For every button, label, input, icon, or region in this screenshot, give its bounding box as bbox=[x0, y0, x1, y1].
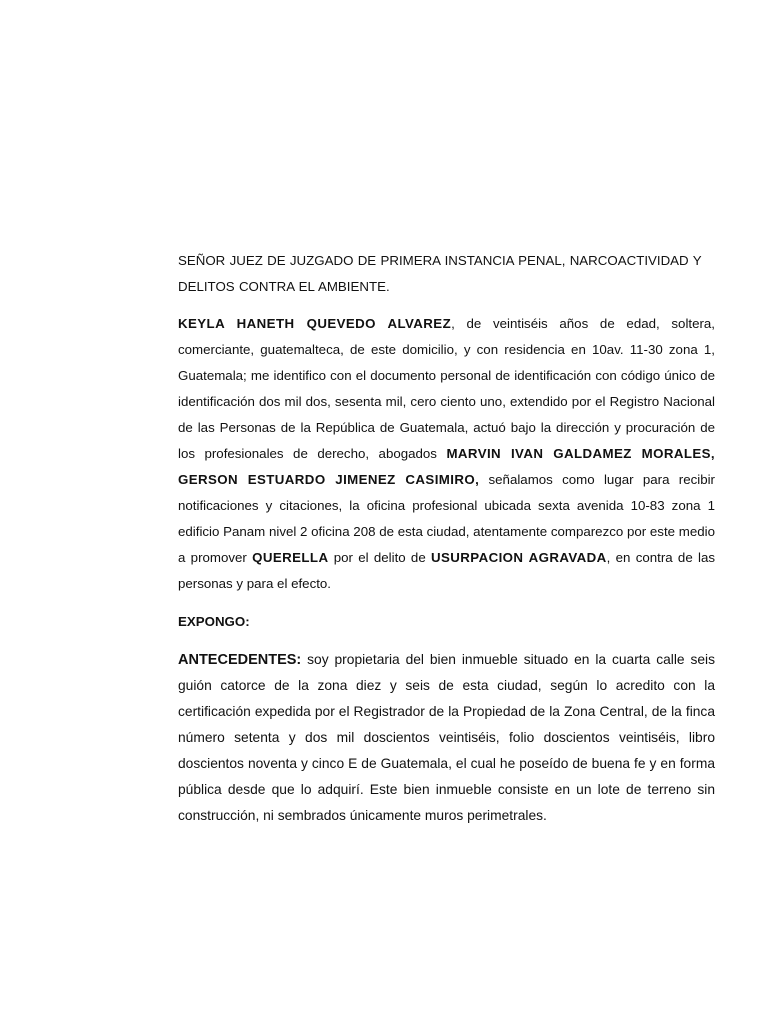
intro-text-2: señalamos como lugar para recibir notificaciones y citaciones, la oficina profesional ubicada sexta avenida 10-83 zona 1 edificio Panam nivel 2 oficina 208 de esta ciudad, atentamente comparezco por este medio a promover bbox=[178, 472, 715, 565]
intro-text-1: , de veintiséis años de edad, soltera, comerciante, guatemalteca, de este domicilio, y con residencia en 10av. 11-30 zona 1, Guatemala; me identifico con el documento personal de identificación con código único de identificación dos mil dos, sesenta mil, cero ciento uno, extendido por el Registro Nacional de las Personas de la República de Guatemala, actuó bajo la dirección y procuración de los profesionales de derecho, abogados bbox=[178, 316, 716, 461]
expongo-heading: EXPONGO: bbox=[178, 614, 250, 629]
intro-text-3: por el delito de bbox=[328, 550, 432, 565]
crime-name: USURPACION AGRAVADA bbox=[431, 550, 607, 565]
antecedentes-text: soy propietaria del bien inmueble situado en la cuarta calle seis guión catorce de la zona diez y seis de esta ciudad, según lo acredito con la certificación expedida por el Registrador de la Propiedad de la Zona Central, de la finca número setenta y dos mil doscientos veintiséis, folio doscientos veintiséis, libro doscientos noventa y cinco E de Guatemala, el cual he poseído de buena fe y en forma pública desde que lo adquirí. Este bien inmueble consiste en un lote de terreno sin construcción, ni sembrados únicamente muros perimetrales. bbox=[178, 652, 715, 823]
document-page bbox=[178, 248, 715, 841]
complainant-name: KEYLA HANETH QUEVEDO ALVAREZ bbox=[178, 316, 452, 331]
intro-paragraph bbox=[178, 311, 715, 597]
querella-term: QUERELLA bbox=[252, 550, 329, 565]
antecedentes-label: ANTECEDENTES: bbox=[178, 652, 302, 668]
intro-text-4: , en contra de las personas y para el efecto. bbox=[178, 550, 715, 591]
antecedentes-paragraph bbox=[178, 647, 715, 829]
document-heading: SEÑOR JUEZ DE JUZGADO DE PRIMERA INSTANCIA PENAL, NARCOACTIVIDAD Y DELITOS CONTRA EL AMBIENTE. bbox=[178, 253, 702, 294]
lawyers-names: MARVIN IVAN GALDAMEZ MORALES, GERSON ESTUARDO JIMENEZ CASIMIRO, bbox=[178, 446, 715, 487]
